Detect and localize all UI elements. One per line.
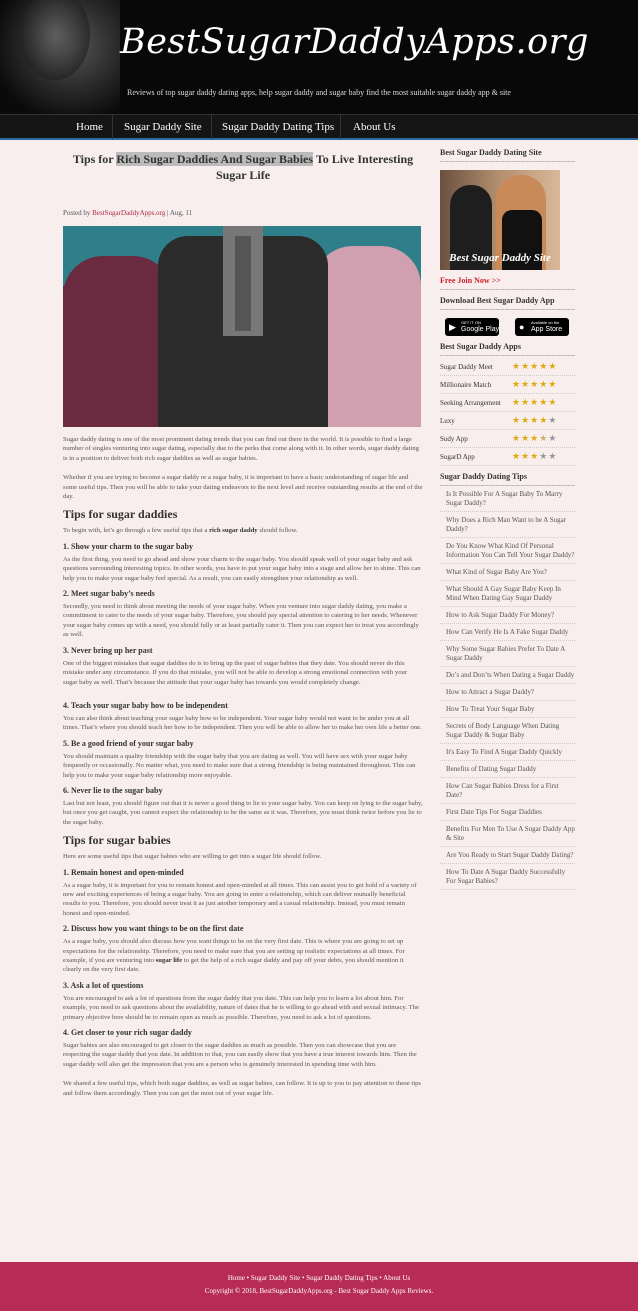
apps-list — [440, 358, 575, 466]
footer-links[interactable]: Home • Sugar Daddy Site • Sugar Daddy Dating Tips • About Us — [227, 1274, 411, 1282]
app-name: Millionaire Match — [440, 380, 492, 389]
site-image-caption: Best Sugar Daddy Site — [449, 252, 551, 264]
app-name: SugarD App — [440, 452, 475, 461]
site-header — [0, 0, 638, 114]
sidebar-tip-link[interactable]: What Kind of Sugar Baby Are You? — [440, 564, 575, 581]
tips-title: Sugar Daddy Dating Tips — [440, 472, 527, 482]
tip-text: You can also think about teaching your sugar baby how to be independent. Your sugar baby would not want to be under you at all times. That’s where you should teach her how to be independent. Then you will be able to allow her to make her own life a better one. — [63, 714, 422, 732]
site-tagline: Reviews of top sugar daddy dating apps, help sugar daddy and sugar baby find the most suitable sugar daddy app & site — [127, 88, 511, 97]
tip-heading: 4. Teach your sugar baby how to be independent — [63, 700, 228, 710]
sidebar-tip-link[interactable]: Benefits For Men To Use A Sugar Daddy App & Site — [440, 821, 575, 847]
article — [63, 145, 423, 1098]
site-logo[interactable]: BestSugarDaddyApps.org — [120, 22, 589, 62]
sidebar-tip-link[interactable]: Do You Know What Kind Of Personal Information You Can Tell Your Sugar Daddy? — [440, 538, 575, 564]
tip-text: Sugar babies are also encouraged to get closer to the sugar daddies as much as possible. Then you can showcase that you are respecting the sugar daddy that you date. In addition to that, you can easily show that you have a true interest towards him. Then the sugar daddy will also get the impression that you are a person who is genuinely interested in spending time with him. — [63, 1042, 417, 1068]
sidebar-tip-link[interactable]: Secrets of Body Language When Dating Sugar Daddy & Sugar Baby — [440, 718, 575, 744]
sidebar-tip-link[interactable]: How Can Sugar Babies Dress for a First Date? — [440, 778, 575, 804]
app-name: Seeking Arrangement — [440, 398, 501, 407]
tip-heading: 1. Remain honest and open-minded — [63, 867, 184, 877]
sidebar-tip-link[interactable]: Why Does a Rich Man Want to be A Sugar Daddy? — [440, 512, 575, 538]
tips-list — [440, 486, 575, 890]
app-rating-row[interactable] — [440, 394, 575, 412]
tip-text: Last but not least, you should figure out that it is never a good thing to lie to your sugar baby. You can keep on lying to the sugar baby, but once you get caught, you cannot expect the relationship to be the same as it was. Therefore, you must think twice before you lie to the sugar baby. — [63, 799, 423, 826]
article-intro-1: Sugar daddy dating is one of the most prominent dating trends that you can find out there in the world. It is possible to find a large number of singles venturing into sugar dating, especially due to the perks that come along with it. In other words, sugar daddy dating is in a position to deliver both rich sugar daddies as well as sugar babies. — [63, 436, 420, 462]
tip-heading: 5. Be a good friend of your sugar baby — [63, 738, 194, 748]
nav-item-sugar-daddy-site[interactable]: Sugar Daddy Site — [124, 121, 202, 133]
sidebar-tip-link[interactable]: How To Date A Sugar Daddy Successfully For Sugar Babies? — [440, 864, 575, 890]
free-join-link[interactable]: Free Join Now >> — [440, 276, 501, 285]
rating-stars-icon: ★★★★★ — [512, 397, 558, 408]
article-hero-image — [63, 226, 421, 427]
tip-text: You should maintain a quality friendship with the sugar baby that you are dating as well. You will have sex with your sugar baby frequently or occasionally. No matter what, you need to make sure that a strong friendship is being maintained throughout. This can help you to make your sugar baby relationship more enjoyable. — [63, 752, 416, 779]
sidebar-tip-link[interactable]: How Can Verify He Is A Fake Sugar Daddy — [440, 624, 575, 641]
article-outro: We shared a few useful tips, which both sugar daddies, as well as sugar babies, can follow. It is up to you to pay attention to these tips and follow them accordingly. Then you can get the most out of your sugar life. — [63, 1080, 422, 1097]
footer-copyright: Copyright © 2018, BestSugarDaddyApps.org - Best Sugar Daddy Apps Reviews. — [204, 1287, 434, 1295]
section-intro-sugar-daddies: To begin with, let’s go through a few useful tips that a rich sugar daddy should follow. — [63, 527, 298, 535]
tip-text: As the first thing, you need to go ahead and show your charm to the sugar baby. You should speak well of your sugar baby and ask questions surrounding interesting topics. In other words, you have to put your sugar baby into a stage and allow her to shine. This can help you to make your sugar baby feel special. As a result, you can easily strengthen your relationship as well. — [63, 555, 421, 582]
article-intro-2: Whether if you are trying to become a sugar daddy or a sugar baby, it is important to have a basic understanding of sugar life and some useful tips. Then you will be able to take your dating endeavors to the next level and receive outstanding results at the end of the day. — [63, 474, 423, 501]
sidebar-tip-link[interactable]: It's Easy To Find A Sugar Daddy Quickly — [440, 744, 575, 761]
tip-heading: 3. Never bring up her past — [63, 645, 153, 655]
app-rating-row[interactable] — [440, 448, 575, 466]
tip-text: As a sugar baby, it is important for you to remain honest and open-minded at all times. This can assist you to get hold of a variety of new and exciting experiences of being a sugar baby. You are going to enter a relationship, which can deliver mutually beneficial results to you. Therefore, you should never treat it as just another temporary and a casual relationship. Instead, you must remain honest and open-minded. — [63, 881, 417, 917]
app-name: Sudy App — [440, 434, 468, 443]
sidebar-tip-link[interactable]: How To Treat Your Sugar Baby — [440, 701, 575, 718]
sidebar-tip-link[interactable]: Is It Possible For A Sugar Baby To Marry Sugar Daddy? — [440, 486, 575, 512]
google-play-button[interactable]: ▶ GET IT ON Google Play — [445, 318, 499, 336]
rating-stars-icon: ★★★★★ — [512, 415, 558, 426]
site-footer — [0, 1262, 638, 1311]
app-rating-row[interactable] — [440, 358, 575, 376]
sidebar-tip-link[interactable]: Are You Ready to Start Sugar Daddy Dating? — [440, 847, 575, 864]
tip-text: You are encouraged to ask a lot of questions from the sugar daddy that you date. This can help you to learn a lot about him. For example, you need to ask questions about the availability, nature of dates that he is willing to go ahead with and sexual intimacy. The primary objective here should be to remain open as much as possible. Therefore, you need to ask a lot of questions. — [63, 994, 419, 1021]
rating-stars-icon: ★★★★★ — [512, 451, 558, 462]
sidebar-site-title: Best Sugar Daddy Dating Site — [440, 148, 542, 157]
apps-title: Best Sugar Daddy Apps — [440, 342, 521, 352]
tip-heading: 3. Ask a lot of questions — [63, 980, 144, 990]
sidebar-tip-link[interactable]: Do’s and Don’ts When Dating a Sugar Daddy — [440, 667, 575, 684]
rating-stars-icon: ★★★★★ — [512, 433, 558, 444]
tip-heading: 4. Get closer to your rich sugar daddy — [63, 1028, 192, 1038]
main-nav — [0, 114, 638, 140]
sidebar-tip-link[interactable]: How to Ask Sugar Daddy For Money? — [440, 607, 575, 624]
sidebar-site-image[interactable] — [440, 170, 560, 270]
rating-stars-icon: ★★★★★ — [512, 379, 558, 390]
apple-icon: ● — [519, 322, 525, 333]
app-rating-row[interactable] — [440, 412, 575, 430]
sugar-life-link[interactable]: sugar life — [155, 957, 183, 964]
article-byline: Posted by BestSugarDaddyApps.org | Aug, 11 — [63, 209, 193, 217]
tip-heading: 2. Meet sugar baby’s needs — [63, 589, 155, 599]
sidebar-tip-link[interactable]: First Date Tips For Sugar Daddies — [440, 804, 575, 821]
nav-item-dating-tips[interactable]: Sugar Daddy Dating Tips — [222, 121, 335, 133]
tip-text: As a sugar baby, you should also discuss how you want things to be on the very first date. This is where you are going to set up expectations for the relationship. Therefore, you need to make sure that you are setting up realistic expectations at all times. For example, if you are venturing into sugar life to get the help of a rich sugar daddy and pay off your debts, you should mention it clearly on the very first date. — [63, 938, 405, 974]
section-title-sugar-daddies: Tips for sugar daddies — [63, 507, 178, 522]
tip-heading: 6. Never lie to the sugar baby — [63, 785, 163, 795]
sidebar-tip-link[interactable]: Why Some Sugar Babies Prefer To Date A Sugar Daddy — [440, 641, 575, 667]
tip-heading: 1. Show your charm to the sugar baby — [63, 541, 193, 551]
sidebar — [440, 148, 575, 890]
play-icon: ▶ — [449, 322, 456, 333]
section-title-sugar-babies: Tips for sugar babies — [63, 833, 171, 848]
app-store-button[interactable]: ● Available on the App Store — [515, 318, 569, 336]
tip-heading: 2. Discuss how you want things to be on the first date — [63, 924, 244, 934]
author-link[interactable]: BestSugarDaddyApps.org — [92, 209, 166, 217]
sidebar-tip-link[interactable]: How to Attract a Sugar Daddy? — [440, 684, 575, 701]
app-name: Sugar Daddy Meet — [440, 362, 493, 371]
app-rating-row[interactable] — [440, 430, 575, 448]
tip-text: Secondly, you need to think about meeting the needs of your sugar baby. When you venture into sugar daddy dating, you make a commitment to cater to the needs of your sugar baby. Therefore, you should pay special attention to catering to her needs. Whenever your sugar baby comes up with a need, you should fully or at least partially cater it. Then you can expect her to treat you accordingly as well. — [63, 603, 419, 639]
download-title: Download Best Sugar Daddy App — [440, 296, 555, 305]
sidebar-tip-link[interactable]: Benefits of Dating Sugar Daddy — [440, 761, 575, 778]
rating-stars-icon: ★★★★★ — [512, 361, 558, 372]
nav-item-home[interactable]: Home — [76, 121, 103, 133]
tip-text: One of the biggest mistakes that sugar daddies do is to bring up the past of sugar babies that they date. You should never do this mistake under any circumstance. If you do that mistake, you will not be able to develop a strong emotional connection with your sugar baby as well. That’s because the attitude that your sugar baby has towards you would completely change. — [63, 659, 408, 686]
sidebar-tip-link[interactable]: What Should A Gay Sugar Baby Keep In Mind When Dating Gay Sugar Daddy — [440, 581, 575, 607]
app-rating-row[interactable] — [440, 376, 575, 394]
nav-item-about-us[interactable]: About Us — [353, 121, 396, 133]
section-intro-sugar-babies: Here are some useful tips that sugar babies who are willing to get into a sugar life should follow. — [63, 853, 322, 861]
app-name: Luxy — [440, 416, 455, 425]
article-title: Tips for Rich Sugar Daddies And Sugar Babies To Live Interesting Sugar Life — [72, 152, 414, 182]
